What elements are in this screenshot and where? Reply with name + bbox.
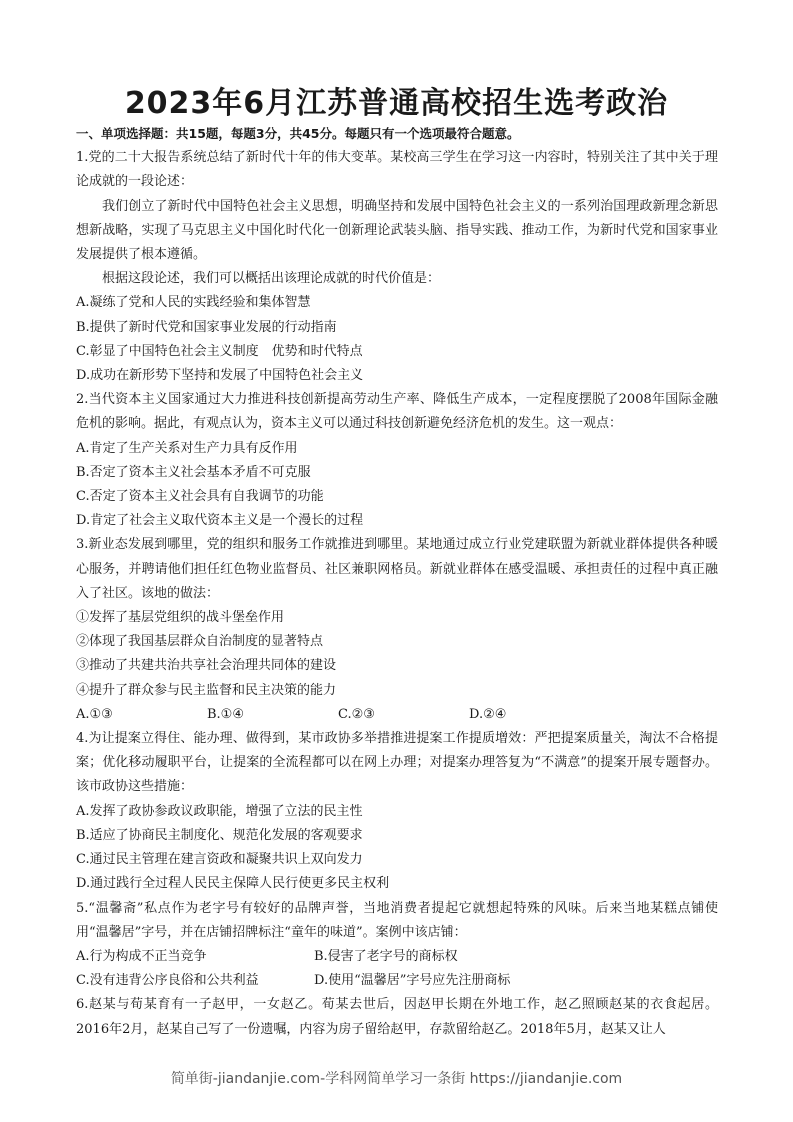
- option-b: B.否定了资本主义社会基本矛盾不可克服: [76, 464, 311, 480]
- option-row: [76, 703, 718, 727]
- statement-4: ④提升了群众参与民主监督和民主决策的能力: [76, 682, 337, 698]
- footer-watermark: 简单街-jiandanjie.com-学科网简单学习一条街 https://jiandanjie.com: [170, 1071, 623, 1087]
- option-d: D.成功在新形势下坚持和发展了中国特色社会主义: [76, 368, 364, 384]
- statement-1: ①发挥了基层党组织的战斗堡垒作用: [76, 610, 285, 626]
- question-4: [76, 727, 718, 896]
- question-3: [76, 533, 718, 727]
- section-heading: 一、单项选择题：共15题，每题3分，共45分。每题只有一个选项最符合题意。: [76, 126, 520, 141]
- option-b: B.提供了新时代党和国家事业发展的行动指南: [76, 319, 337, 335]
- option-row: [76, 969, 718, 993]
- option-d: D.②④: [469, 706, 507, 722]
- option-b: B.侵害了老字号的商标权: [314, 948, 458, 964]
- option-c: C.彰显了中国特色社会主义制度 优势和时代特点: [76, 343, 363, 359]
- option-row: [76, 945, 718, 969]
- option-b: B.适应了协商民主制度化、规范化发展的客观要求: [76, 827, 363, 843]
- option-a: A.肯定了生产关系对生产力具有反作用: [76, 440, 298, 456]
- option-d: D.通过践行全过程人民民主保障人民行使更多民主权利: [76, 876, 390, 892]
- option-b: B.①④: [207, 706, 244, 722]
- option-a: A.发挥了政协参政议政职能，增强了立法的民主性: [76, 803, 363, 819]
- option-d: D.肯定了社会主义取代资本主义是一个漫长的过程: [76, 513, 364, 529]
- option-a: A.凝练了党和人民的实践经验和集体智慧: [76, 295, 311, 311]
- question-6: [76, 993, 718, 1041]
- option-c: C.通过民主管理在建言资政和凝聚共识上双向发力: [76, 852, 363, 868]
- question-stem: 3.新业态发展到哪里，党的组织和服务工作就推进到哪里。某地通过成立行业党建联盟为新就业群体提供各种暖心服务，并聘请他们担任红色物业监督员、社区兼职网格员。新就业群体在感受温暖、承担责任的过程中真正融入了社区。该地的做法：: [76, 537, 718, 601]
- page-title: 2023年6月江苏普通高校招生选考政治: [124, 86, 669, 121]
- question-2: [76, 388, 718, 533]
- question-stem: 5.“温馨斋”私点作为老字号有较好的品牌声誉，当地消费者提起它就想起特殊的风味。后来当地某糕点铺使用“温馨居”字号，并在店铺招牌标注“童年的味道”。案例中该店铺：: [76, 900, 718, 940]
- exam-content: [76, 122, 718, 1042]
- question-1: [76, 146, 718, 388]
- option-c: C.②③: [338, 706, 375, 722]
- statement-3: ③推动了共建共治共享社会治理共同体的建设: [76, 658, 337, 674]
- question-stem: 6.赵某与荀某育有一子赵甲，一女赵乙。荀某去世后，因赵甲长期在外地工作，赵乙照顾赵某的衣食起居。2016年2月，赵某自己写了一份遗嘱，内容为房子留给赵甲，存款留给赵乙。2018年5月，赵某又让人: [76, 997, 718, 1037]
- question-quote: 我们创立了新时代中国特色社会主义思想，明确坚持和发展中国特色社会主义的一系列治国理政新理念新思想新战略，实现了马克思主义中国化时代化一创新理论武装头脑、指导实践、推动工作，为新时代党和国家事业发展提供了根本遵循。: [76, 198, 718, 263]
- question-stem: 4.为让提案立得住、能办理、做得到，某市政协多举措推进提案工作提质增效：严把提案质量关，淘汰不合格提案；优化移动履职平台，让提案的全流程都可以在网上办理；对提案办理答复为“不满意”的提案开展专题督办。该市政协这些措施：: [76, 731, 718, 795]
- option-d: D.使用“温馨居”字号应先注册商标: [314, 973, 511, 989]
- statement-2: ②体现了我国基层群众自治制度的显著特点: [76, 634, 324, 650]
- question-5: [76, 897, 718, 994]
- option-c: C.没有违背公序良俗和公共利益: [76, 973, 259, 989]
- question-stem: 1.党的二十大报告系统总结了新时代十年的伟大变革。某校高三学生在学习这一内容时，特别关注了其中关于理论成就的一段论述：: [76, 150, 718, 190]
- question-stem: 2.当代资本主义国家通过大力推进科技创新提高劳动生产率、降低生产成本，一定程度摆脱了2008年国际金融危机的影响。据此，有观点认为，资本主义可以通过科技创新避免经济危机的发生。这一观点：: [76, 392, 718, 432]
- option-a: A.行为构成不正当竞争: [76, 948, 207, 964]
- question-lead: 根据这段论述，我们可以概括出该理论成就的时代价值是：: [102, 271, 441, 287]
- option-c: C.否定了资本主义社会具有自我调节的功能: [76, 489, 324, 505]
- option-a: A.①③: [76, 706, 113, 722]
